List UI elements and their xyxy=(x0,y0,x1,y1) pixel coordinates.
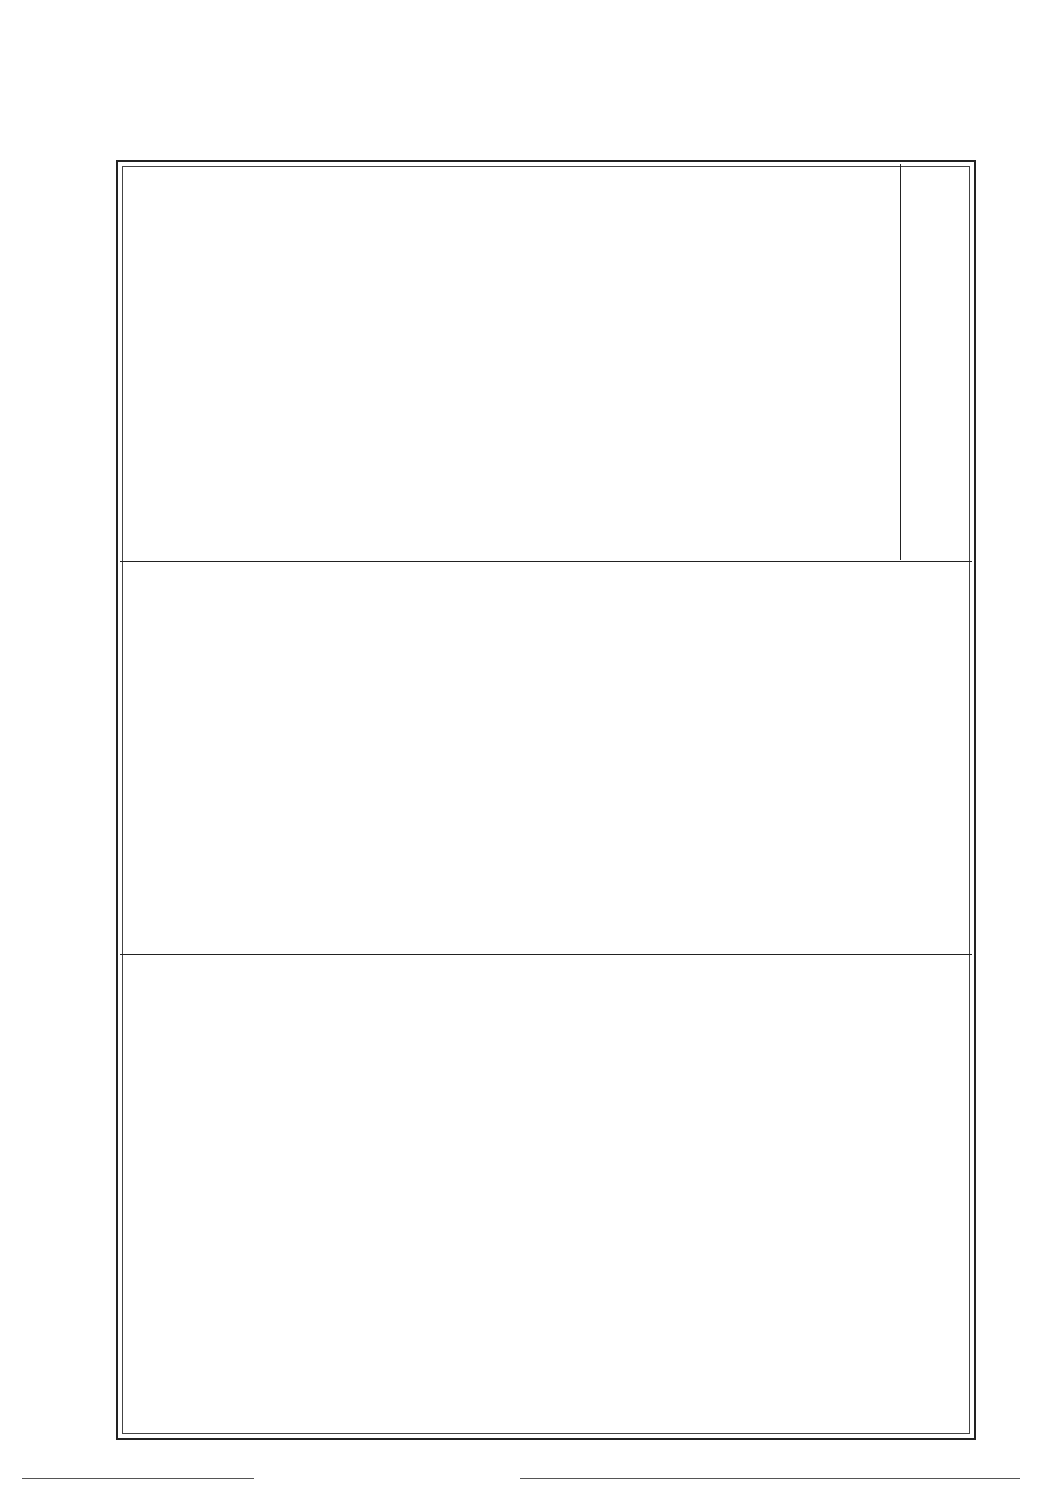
top-band-rule xyxy=(900,164,901,560)
band-divider-upper xyxy=(120,561,972,562)
bottom-band-entries xyxy=(128,964,928,1432)
middle-band-entries xyxy=(128,572,928,944)
bottom-rule-left xyxy=(22,1478,254,1479)
band-divider-lower xyxy=(120,954,972,955)
top-band-text xyxy=(128,176,878,554)
bottom-rule-right xyxy=(520,1478,1020,1479)
